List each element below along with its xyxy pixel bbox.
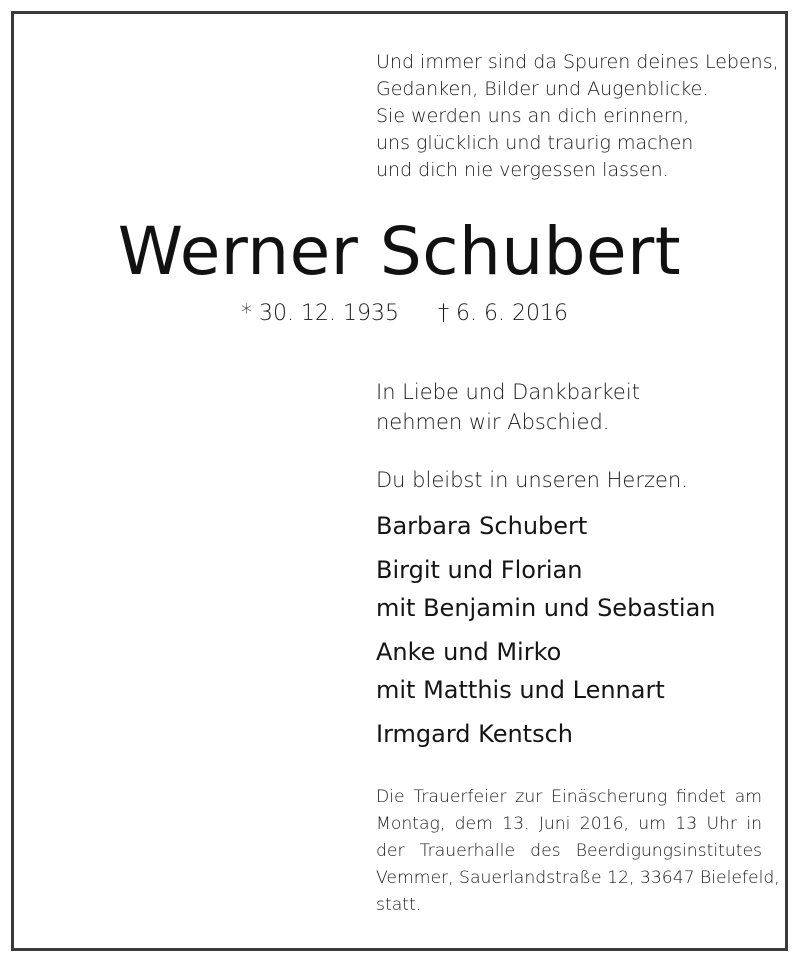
service-line: Vemmer, Sauerlandstraße 12, 33647 Bielefeld, — [376, 868, 780, 888]
obituary-frame — [11, 11, 788, 951]
poem-line: uns glücklich und traurig machen — [376, 132, 694, 154]
poem-line: Und immer sind da Spuren deines Lebens, — [376, 51, 779, 73]
mourner-line: Irmgard Kentsch — [376, 720, 573, 748]
mourner-group — [376, 551, 716, 627]
funeral-service-notice — [376, 784, 780, 919]
service-line: Die Trauerfeier zur Einäscherung findet am — [376, 787, 762, 807]
mourner-line: Barbara Schubert — [376, 512, 588, 540]
mourner-line: mit Matthis und Lennart — [376, 676, 665, 704]
mourners-list — [376, 507, 716, 759]
memorial-poem — [376, 49, 779, 184]
heart-line: Du bleibst in unseren Herzen. — [376, 468, 688, 492]
mourner-line: Anke und Mirko — [376, 638, 562, 666]
farewell-text — [376, 377, 640, 437]
poem-line: Gedanken, Bilder und Augenblicke. — [376, 78, 709, 100]
farewell-line: nehmen wir Abschied. — [376, 410, 610, 434]
poem-line: Sie werden uns an dich erinnern, — [376, 105, 690, 127]
mourner-group — [376, 633, 716, 709]
service-line: statt. — [376, 895, 422, 915]
mourner-group — [376, 507, 716, 545]
deceased-name: Werner Schubert — [117, 213, 682, 290]
mourner-line: Birgit und Florian — [376, 556, 583, 584]
service-line: der Trauerhalle des Beerdigungsinstitutes — [376, 841, 762, 861]
mourner-group — [376, 715, 716, 753]
death-date: † 6. 6. 2016 — [438, 301, 568, 326]
mourner-line: mit Benjamin und Sebastian — [376, 594, 716, 622]
service-line: Montag, dem 13. Juni 2016, um 13 Uhr in — [376, 814, 762, 834]
poem-line: und dich nie vergessen lassen. — [376, 159, 669, 181]
farewell-line: In Liebe und Dankbarkeit — [376, 380, 640, 404]
birth-date: * 30. 12. 1935 — [241, 301, 399, 326]
